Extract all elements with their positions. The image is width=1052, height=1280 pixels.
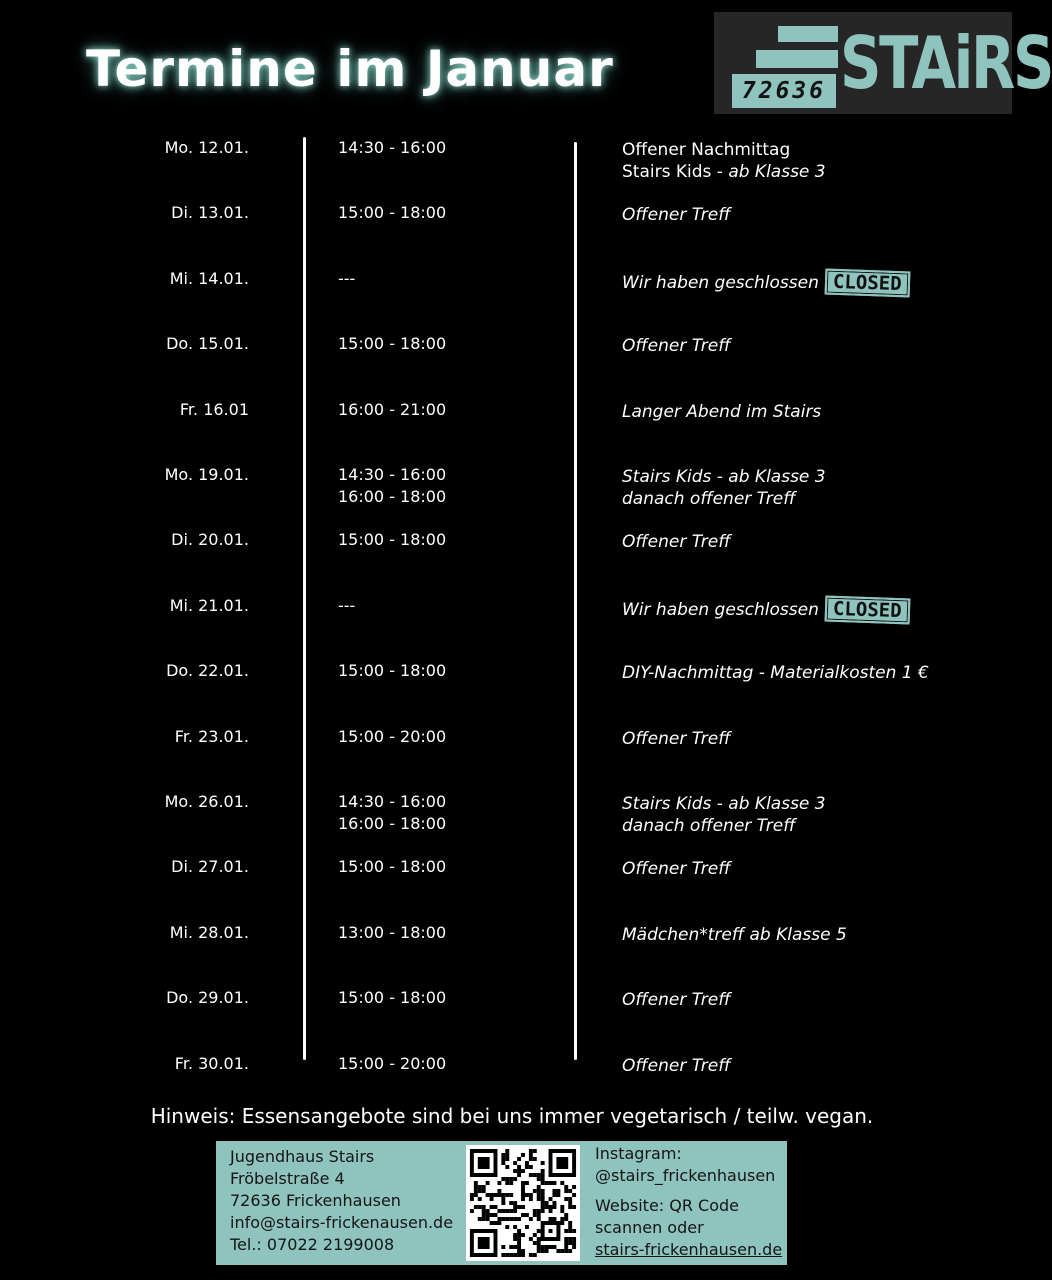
- event-time-line: 14:30 - 16:00: [338, 138, 447, 157]
- description-fragment: Offener Treff: [622, 205, 731, 225]
- event-time-line: 15:00 - 18:00: [338, 530, 447, 549]
- schedule-row: [0, 595, 1024, 655]
- page-title: Termine im Januar: [86, 40, 614, 98]
- event-time: [338, 856, 446, 878]
- event-time-line: 14:30 - 16:00: [338, 465, 447, 484]
- event-description-line: [622, 531, 731, 553]
- event-description: [622, 924, 847, 946]
- logo-wordmark: STAiRS: [840, 21, 1052, 105]
- food-note: Hinweis: Essensangebote sind bei uns immer vegetarisch / teilw. vegan.: [150, 1104, 874, 1128]
- description-fragment: Offener Treff: [622, 336, 731, 356]
- event-description-line: [622, 662, 929, 684]
- event-description-line: [622, 728, 731, 750]
- address-email[interactable]: info@stairs-frickenausen.de: [230, 1213, 454, 1232]
- description-fragment: Offener Treff: [622, 729, 731, 749]
- schedule-row: [0, 987, 1024, 1047]
- website-line-1: Website: QR Code: [595, 1196, 740, 1215]
- instagram-handle[interactable]: @stairs_frickenhausen: [595, 1166, 776, 1185]
- stairs-logo: [714, 12, 1052, 114]
- address-city: 72636 Frickenhausen: [230, 1191, 401, 1210]
- event-description: [622, 728, 731, 750]
- event-time: [338, 333, 446, 355]
- event-date: Mo. 26.01.: [164, 792, 249, 811]
- event-time: [338, 595, 355, 617]
- website-line-2: scannen oder: [595, 1218, 704, 1237]
- address-name: Jugendhaus Stairs: [230, 1147, 375, 1166]
- event-description-line: [622, 488, 826, 510]
- event-date: Di. 13.01.: [171, 203, 249, 222]
- event-date: Mo. 19.01.: [164, 465, 249, 484]
- event-description: [622, 597, 910, 623]
- event-time: [338, 399, 446, 421]
- event-description: [622, 204, 731, 226]
- event-time: [338, 268, 355, 290]
- event-time-line: 15:00 - 18:00: [338, 203, 447, 222]
- event-time-line: 15:00 - 20:00: [338, 1054, 447, 1073]
- schedule-row: [0, 464, 1024, 524]
- description-fragment: Offener Treff: [622, 532, 731, 552]
- event-description: [622, 139, 826, 183]
- event-time-line: ---: [338, 596, 356, 615]
- logo-stair-step-middle: [756, 50, 838, 68]
- description-fragment: Stairs Kids - ab Klasse 3: [622, 794, 826, 814]
- event-time: [338, 137, 446, 159]
- schedule-row: [0, 333, 1024, 393]
- event-time-line: 15:00 - 18:00: [338, 857, 447, 876]
- event-time-line: 15:00 - 20:00: [338, 727, 447, 746]
- event-description: [622, 335, 731, 357]
- event-date: Mo. 12.01.: [164, 138, 249, 157]
- event-description-line: [622, 401, 821, 423]
- schedule-row: [0, 529, 1024, 589]
- schedule-row: [0, 856, 1024, 916]
- event-time-line: ---: [338, 269, 356, 288]
- event-description-line: [622, 161, 826, 183]
- event-date: Mi. 21.01.: [169, 596, 249, 615]
- event-description-line: [622, 793, 826, 815]
- schedule-row: [0, 922, 1024, 982]
- event-time-line: 15:00 - 18:00: [338, 661, 447, 680]
- event-time: [338, 1053, 446, 1075]
- logo-stair-step-top: [778, 26, 838, 42]
- event-date: Mi. 28.01.: [169, 923, 249, 942]
- description-fragment: Offener Treff: [622, 990, 731, 1010]
- event-time: [338, 987, 446, 1009]
- schedule-row: [0, 791, 1024, 851]
- website-link[interactable]: stairs-frickenhausen.de: [595, 1240, 783, 1259]
- schedule-row: [0, 202, 1024, 262]
- event-description-line: [622, 597, 910, 623]
- contact-footer: [216, 1141, 787, 1265]
- description-fragment: danach offener Treff: [622, 816, 796, 836]
- event-description: [622, 662, 929, 684]
- schedule-row: [0, 660, 1024, 720]
- event-time-line: 15:00 - 18:00: [338, 988, 447, 1007]
- event-date: Fr. 16.01: [179, 400, 249, 419]
- event-time: [338, 464, 446, 508]
- description-fragment: Langer Abend im Stairs: [622, 402, 822, 422]
- event-time: [338, 529, 446, 551]
- event-date: Mi. 14.01.: [169, 269, 249, 288]
- event-description-line: [622, 270, 910, 296]
- event-description: [622, 531, 731, 553]
- event-description-line: [622, 815, 826, 837]
- event-time: [338, 202, 446, 224]
- event-time: [338, 791, 446, 835]
- event-time: [338, 922, 446, 944]
- event-description-line: [622, 1055, 731, 1077]
- description-fragment: Stairs Kids - ab Klasse 3: [622, 467, 826, 487]
- description-fragment: ab Klasse 3: [728, 162, 826, 182]
- event-description-line: [622, 924, 847, 946]
- schedule-row: [0, 268, 1024, 328]
- event-description-line: [622, 139, 826, 161]
- qr-code-icon: [466, 1145, 580, 1261]
- event-date: Fr. 23.01.: [174, 727, 249, 746]
- closed-stamp: CLOSED: [824, 269, 909, 298]
- schedule-row: [0, 726, 1024, 786]
- description-fragment: Stairs Kids -: [622, 162, 729, 182]
- description-fragment: Offener Treff: [622, 1056, 731, 1076]
- event-time-line: 14:30 - 16:00: [338, 792, 447, 811]
- event-description-line: [622, 335, 731, 357]
- event-date: Do. 15.01.: [166, 334, 249, 353]
- address-block: [230, 1146, 453, 1256]
- event-description-line: [622, 466, 826, 488]
- event-time-line: 16:00 - 18:00: [338, 814, 447, 833]
- event-description-line: [622, 989, 731, 1011]
- event-date: Do. 22.01.: [166, 661, 249, 680]
- schedule-row: [0, 137, 1024, 197]
- event-time-line: 15:00 - 18:00: [338, 334, 447, 353]
- social-block: [595, 1143, 782, 1261]
- event-description-line: [622, 858, 731, 880]
- event-date: Di. 20.01.: [171, 530, 249, 549]
- event-description: [622, 858, 731, 880]
- address-phone: Tel.: 07022 2199008: [230, 1235, 395, 1254]
- event-description: [622, 989, 731, 1011]
- event-time-line: 16:00 - 18:00: [338, 487, 447, 506]
- description-fragment: DIY-Nachmittag - Materialkosten 1 €: [622, 663, 929, 683]
- event-date: Di. 27.01.: [171, 857, 249, 876]
- event-time: [338, 726, 446, 748]
- description-fragment: Wir haben geschlossen: [622, 273, 819, 293]
- description-fragment: Offener Nachmittag: [622, 140, 791, 160]
- logo-number: 72636: [732, 74, 836, 108]
- event-date: Do. 29.01.: [166, 988, 249, 1007]
- event-time: [338, 660, 446, 682]
- event-description-line: [622, 204, 731, 226]
- instagram-label: Instagram:: [595, 1144, 682, 1163]
- description-fragment: Mädchen*treff ab Klasse 5: [622, 925, 847, 945]
- schedule-row: [0, 399, 1024, 459]
- event-description: [622, 793, 826, 837]
- description-fragment: Offener Treff: [622, 859, 731, 879]
- description-fragment: danach offener Treff: [622, 489, 796, 509]
- event-description: [622, 1055, 731, 1077]
- event-description: [622, 401, 821, 423]
- event-description: [622, 270, 910, 296]
- closed-stamp: CLOSED: [824, 596, 909, 625]
- event-description: [622, 466, 826, 510]
- event-time-line: 13:00 - 18:00: [338, 923, 447, 942]
- event-date: Fr. 30.01.: [174, 1054, 249, 1073]
- description-fragment: Wir haben geschlossen: [622, 600, 819, 620]
- event-time-line: 16:00 - 21:00: [338, 400, 447, 419]
- address-street: Fröbelstraße 4: [230, 1169, 345, 1188]
